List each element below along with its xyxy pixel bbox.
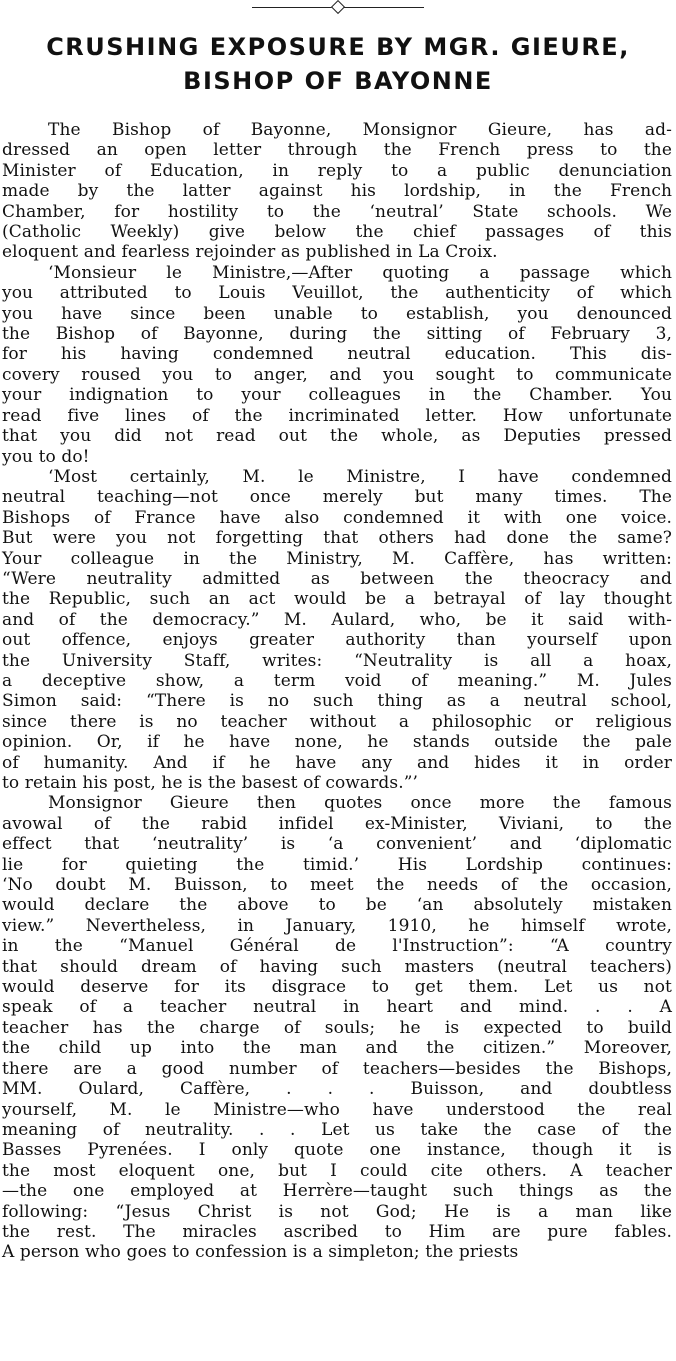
- article-line: you have since been unable to establish, you denounced: [2, 303, 672, 324]
- article-line: avowal of the rabid infidel ex-Minister, Viviani, to the: [2, 813, 672, 834]
- article-line: following: “Jesus Christ is not God; He is a man like: [2, 1201, 672, 1222]
- article-line: neutral teaching—not once merely but many times. The: [2, 487, 672, 508]
- article-line: The Bishop of Bayonne, Monsignor Gieure, has ad-: [48, 120, 672, 140]
- article-line: yourself, M. le Ministre—who have understood the real: [2, 1099, 672, 1120]
- article-paragraph: [2, 263, 672, 467]
- article-line: to retain his post, he is the basest of cowards.”’: [2, 773, 418, 793]
- headline-line-1: CRUSHING EXPOSURE BY MGR. GIEURE,: [46, 33, 630, 61]
- article-line: But were you not forgetting that others had done the same?: [2, 528, 672, 549]
- article-line: made by the latter against his lordship, in the French: [2, 181, 672, 202]
- article-line: Simon said: “There is no such thing as a neutral school,: [2, 691, 672, 712]
- article-line: a deceptive show, a term void of meaning.” M. Jules: [2, 670, 672, 691]
- article-line: dressed an open letter through the French press to the: [2, 140, 672, 161]
- article-line: eloquent and fearless rejoinder as published in La Croix.: [2, 242, 498, 263]
- article-line: opinion. Or, if he have none, he stands outside the pale: [2, 732, 672, 753]
- headline-ornament: [0, 2, 676, 14]
- article-line: Chamber, for hostility to the ‘neutral’ State schools. We: [2, 201, 672, 222]
- article-line: the Bishop of Bayonne, during the sitting of February 3,: [2, 324, 672, 345]
- article-line: “Were neutrality admitted as between the theocracy and: [2, 568, 672, 589]
- article-line: that should dream of having such masters (neutral teachers): [2, 956, 672, 977]
- article-line: in the “Manuel Général de l'Instruction”: “A country: [2, 936, 672, 957]
- article-line: and of the democracy.” M. Aulard, who, be it said with-: [2, 609, 672, 630]
- article-line: would declare the above to be ‘an absolutely mistaken: [2, 895, 672, 916]
- article-line: covery roused you to anger, and you sought to communicate: [2, 364, 672, 385]
- article-line: the rest. The miracles ascribed to Him are pure fables.: [2, 1221, 672, 1242]
- article-line: out offence, enjoys greater authority than yourself upon: [2, 630, 672, 651]
- article-line: that you did not read out the whole, as Deputies pressed: [2, 426, 672, 447]
- article-line: there are a good number of teachers—besides the Bishops,: [2, 1058, 672, 1079]
- article-line: you attributed to Louis Veuillot, the authenticity of which: [2, 283, 672, 304]
- article-line: would deserve for its disgrace to get them. Let us not: [2, 977, 672, 998]
- article-line: the most eloquent one, but I could cite others. A teacher: [2, 1160, 672, 1181]
- ornament-rule-left: [252, 7, 332, 8]
- article-headline: [0, 30, 676, 98]
- article-line: read five lines of the incriminated letter. How unfortunate: [2, 405, 672, 426]
- article-line: lie for quieting the timid.’ His Lordship continues:: [2, 854, 672, 875]
- article-body: [2, 120, 672, 1263]
- article-line: the Republic, such an act would be a betrayal of lay thought: [2, 589, 672, 610]
- article-line: Monsignor Gieure then quotes once more the famous: [48, 793, 672, 814]
- article-line: Basses Pyrenées. I only quote one instance, though it is: [2, 1140, 672, 1161]
- article-paragraph: [2, 467, 672, 794]
- headline-line-2: BISHOP OF BAYONNE: [183, 67, 493, 95]
- article-line: for his having condemned neutral education. This dis-: [2, 344, 672, 365]
- article-line: speak of a teacher neutral in heart and mind. . . A: [2, 997, 672, 1018]
- article-line: of humanity. And if he have any and hides it in order: [2, 752, 672, 773]
- ornament-rule-right: [344, 7, 424, 8]
- article-line: you to do!: [2, 446, 90, 467]
- article-line: view.” Nevertheless, in January, 1910, he himself wrote,: [2, 915, 672, 936]
- article-line: Your colleague in the Ministry, M. Caffère, has written:: [2, 548, 672, 569]
- article-line: (Catholic Weekly) give below the chief passages of this: [2, 222, 672, 243]
- article-line: MM. Oulard, Caffère, . . . Buisson, and doubtless: [2, 1079, 672, 1100]
- article-paragraph: [2, 120, 672, 263]
- ornament-diamond: [331, 0, 345, 14]
- article-line: ‘Most certainly, M. le Ministre, I have condemned: [48, 466, 672, 487]
- article-line: your indignation to your colleagues in the Chamber. You: [2, 385, 672, 406]
- article-line: the child up into the man and the citizen.” Moreover,: [2, 1038, 672, 1059]
- article-line: —the one employed at Herrère—taught such things as the: [2, 1181, 672, 1202]
- article-line: ‘Monsieur le Ministre,—After quoting a passage which: [48, 262, 672, 283]
- article-line: A person who goes to confession is a simpleton; the priests: [2, 1242, 519, 1263]
- article-line: ‘No doubt M. Buisson, to meet the needs of the occasion,: [2, 875, 672, 896]
- article-line: Minister of Education, in reply to a public denunciation: [2, 160, 672, 181]
- article-line: teacher has the charge of souls; he is expected to build: [2, 1017, 672, 1038]
- article-paragraph: [2, 793, 672, 1262]
- article-line: since there is no teacher without a philosophic or religious: [2, 711, 672, 732]
- article-line: Bishops of France have also condemned it with one voice.: [2, 507, 672, 528]
- article-line: meaning of neutrality. . . Let us take the case of the: [2, 1119, 672, 1140]
- article-line: effect that ‘neutrality’ is ‘a convenient’ and ‘diplomatic: [2, 834, 672, 855]
- article-line: the University Staff, writes: “Neutrality is all a hoax,: [2, 650, 672, 671]
